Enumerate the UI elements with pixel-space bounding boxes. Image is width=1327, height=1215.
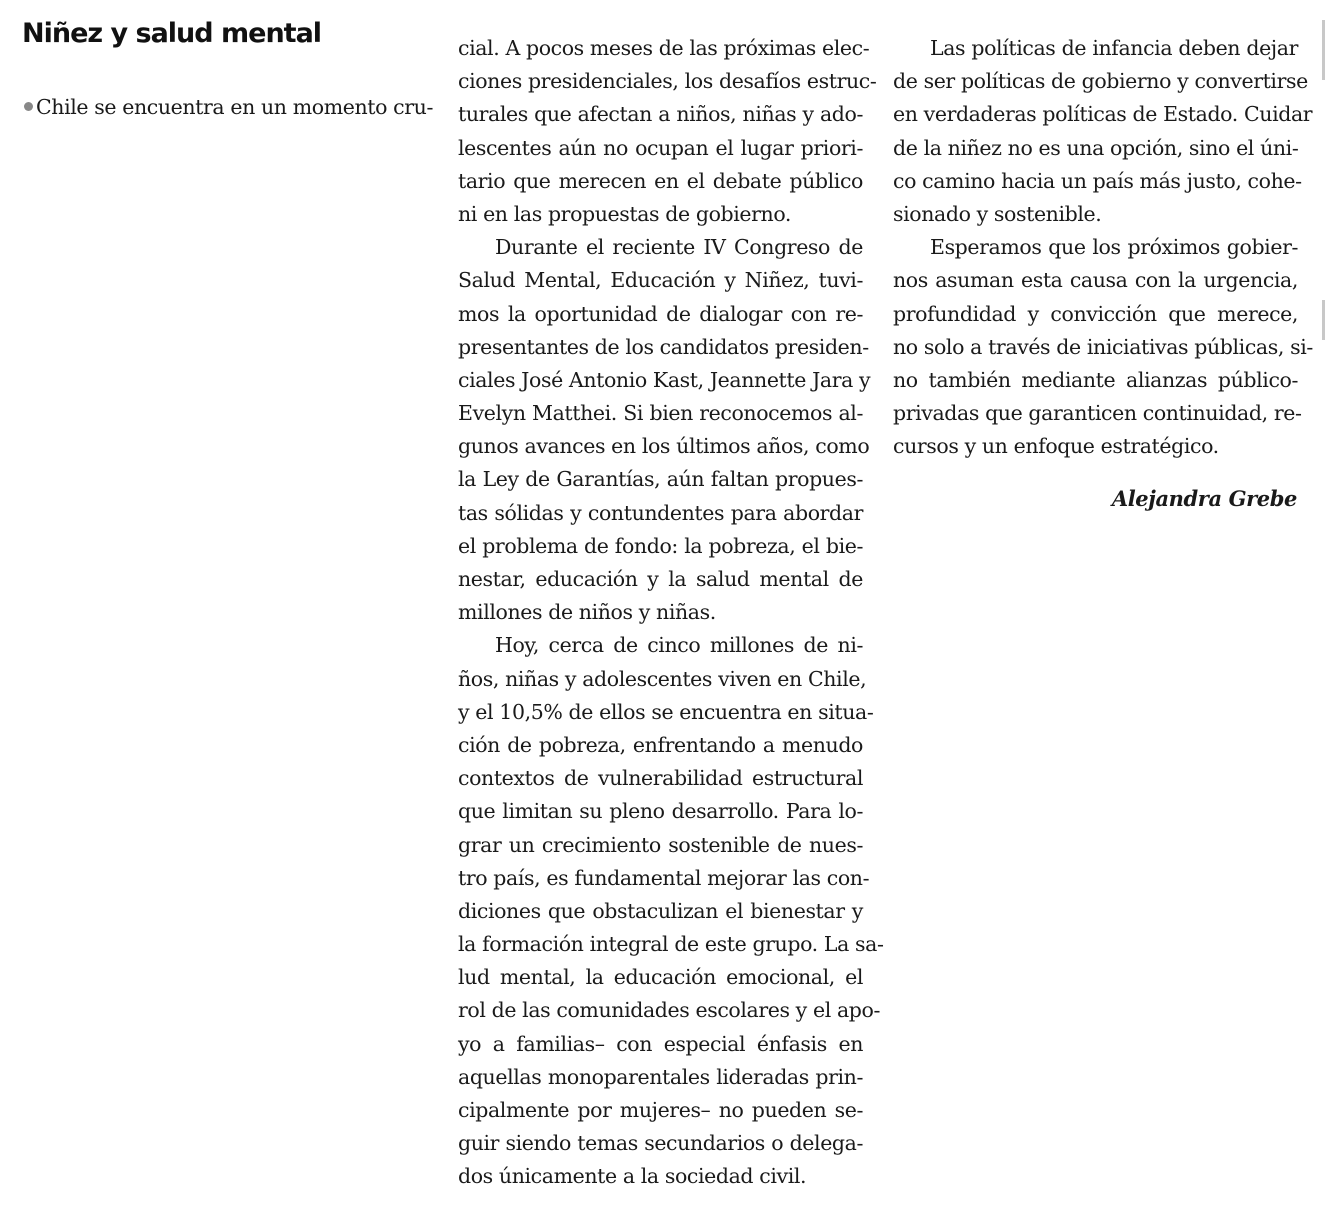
column-2-line: lescentes aún no ocupan el lugar priori- xyxy=(458,135,863,160)
column-2-line: ños, niñas y adolescentes viven en Chile, xyxy=(458,666,867,691)
column-2 xyxy=(458,32,884,1194)
column-2-line: millones de niños y niñas. xyxy=(458,600,716,625)
column-2-line: Durante el reciente IV Congreso de xyxy=(495,235,863,260)
column-2-line: cipalmente por mujeres– no pueden se- xyxy=(458,1098,863,1122)
column-2-line: ción de pobreza, enfrentando a menudo xyxy=(458,732,863,757)
column-2-line: la Ley de Garantías, aún faltan propues- xyxy=(458,467,863,492)
column-2-line: que limitan su pleno desarrollo. Para lo- xyxy=(458,799,863,824)
column-2-line: cial. A pocos meses de las próximas elec- xyxy=(458,36,870,60)
column-3-line: nos asuman esta causa con la urgencia, xyxy=(893,268,1298,293)
lead-text: Chile se encuentra en un momento cru- xyxy=(36,95,433,119)
scan-edge-mark xyxy=(1322,20,1325,80)
column-3-line: privadas que garanticen continuidad, re- xyxy=(893,401,1302,426)
column-2-line: gunos avances en los últimos años, como xyxy=(458,434,870,459)
article-headline: Niñez y salud mental xyxy=(22,18,322,49)
column-2-line: mos la oportunidad de dialogar con re- xyxy=(458,301,863,326)
column-2-line: rol de las comunidades escolares y el apo- xyxy=(458,998,880,1023)
column-2-line: y el 10,5% de ellos se encuentra en situa- xyxy=(458,699,874,724)
column-3-line: de la niñez no es una opción, sino el úni- xyxy=(893,135,1299,160)
column-3-line: en verdaderas políticas de Estado. Cuidar xyxy=(893,102,1313,127)
column-2-line: ciales José Antonio Kast, Jeannette Jara y xyxy=(458,367,871,392)
column-2-line: tas sólidas y contundentes para abordar xyxy=(458,500,863,525)
author-signature: Alejandra Grebe xyxy=(1111,486,1297,511)
column-2-line: turales que afectan a niños, niñas y ado- xyxy=(458,102,863,127)
column-3-line: co camino hacia un país más justo, cohe- xyxy=(893,168,1302,193)
column-1-line xyxy=(24,91,444,124)
column-3-line: sionado y sostenible. xyxy=(893,201,1102,226)
column-2-line: Salud Mental, Educación y Niñez, tuvi- xyxy=(458,268,863,293)
column-2-line: grar un crecimiento sostenible de nues- xyxy=(458,832,863,857)
bullet-icon xyxy=(24,102,33,111)
column-2-line: Hoy, cerca de cinco millones de ni- xyxy=(495,633,863,658)
column-2-line: lud mental, la educación emocional, el xyxy=(458,965,863,990)
column-2-line: tario que merecen en el debate público xyxy=(458,168,863,193)
column-3-line: no solo a través de iniciativas públicas, si- xyxy=(893,334,1313,359)
column-2-line: guir siendo temas secundarios o delega- xyxy=(458,1131,863,1156)
column-2-line: nestar, educación y la salud mental de xyxy=(458,567,863,591)
column-2-line: tro país, es fundamental mejorar las con- xyxy=(458,865,870,890)
scan-edge-mark xyxy=(1322,300,1325,340)
column-2-line: la formación integral de este grupo. La sa- xyxy=(458,932,884,957)
column-2-line: aquellas monoparentales lideradas prin- xyxy=(458,1064,863,1089)
column-2-line: ni en las propuestas de gobierno. xyxy=(458,201,792,226)
column-2-line: el problema de fondo: la pobreza, el bie- xyxy=(458,533,863,558)
column-3-line: profundidad y convicción que merece, xyxy=(893,301,1298,326)
column-1 xyxy=(24,91,444,124)
column-3-line: Las políticas de infancia deben dejar xyxy=(930,36,1298,60)
column-3-line: Esperamos que los próximos gobier- xyxy=(930,235,1298,260)
column-2-line: ciones presidenciales, los desafíos estruc- xyxy=(458,69,877,94)
column-2-line: diciones que obstaculizan el bienestar y xyxy=(458,898,863,923)
column-2-line: Evelyn Matthei. Si bien reconocemos al- xyxy=(458,401,863,426)
column-2-line: presentantes de los candidatos presiden- xyxy=(458,334,869,359)
column-2-line: contextos de vulnerabilidad estructural xyxy=(458,766,863,791)
column-3-line: de ser políticas de gobierno y convertirse xyxy=(893,69,1308,94)
column-2-line: dos únicamente a la sociedad civil. xyxy=(458,1164,807,1189)
column-3 xyxy=(893,32,1313,463)
column-2-line: yo a familias– con especial énfasis en xyxy=(458,1031,863,1056)
column-3-line: no también mediante alianzas público- xyxy=(893,367,1298,392)
column-3-line: cursos y un enfoque estratégico. xyxy=(893,434,1219,459)
